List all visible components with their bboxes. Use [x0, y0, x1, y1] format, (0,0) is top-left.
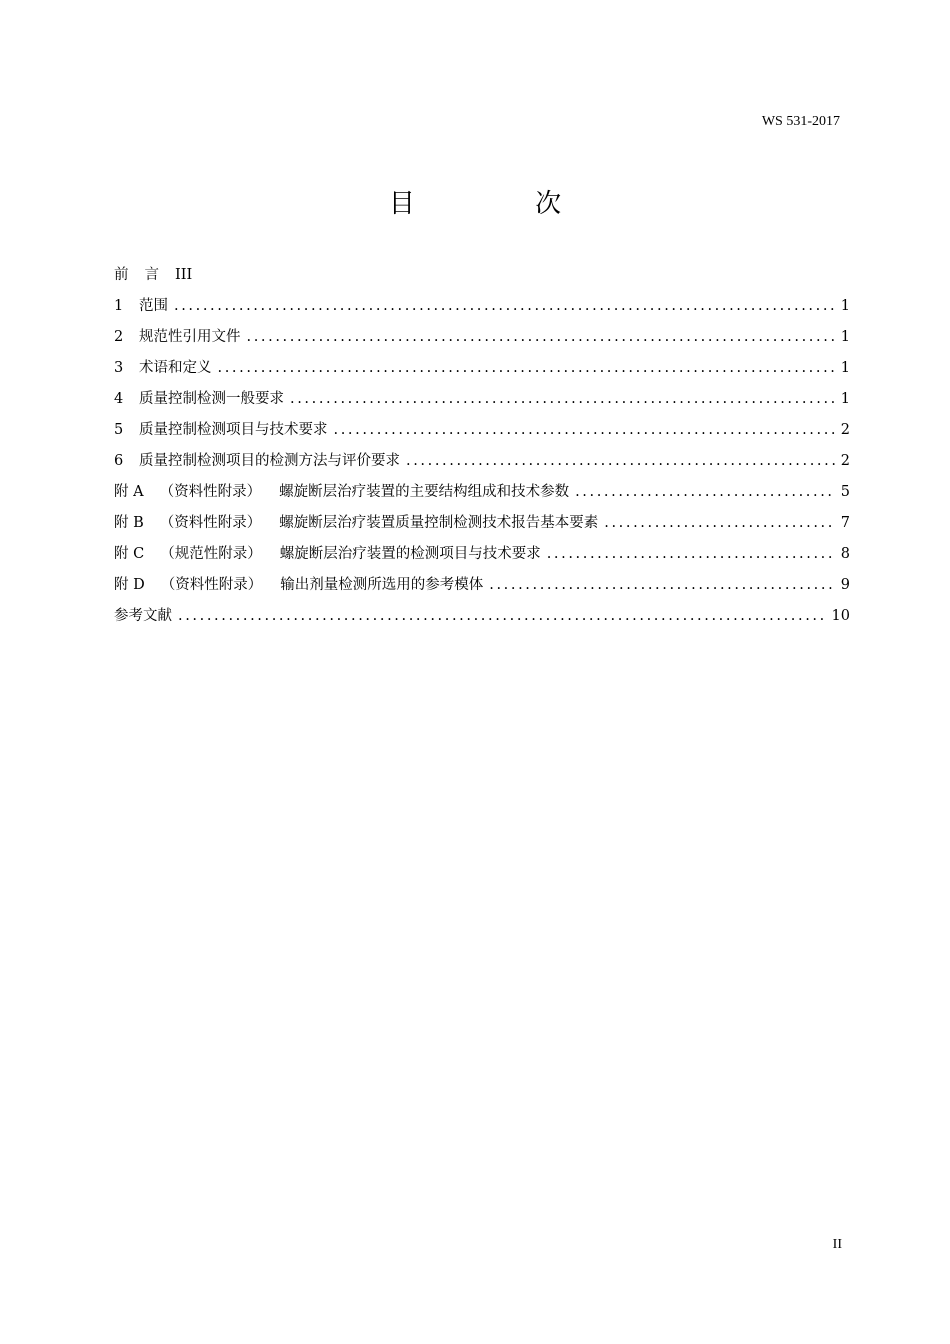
toc-entry-number: 4 [114, 391, 124, 407]
toc-entry-foreword[interactable] [114, 263, 850, 294]
toc-entry-label: 输出剂量检测所选用的参考模体 [280, 577, 484, 593]
toc-entry-appendix-a[interactable] [114, 480, 850, 511]
toc-entry-label: 质量控制检测项目与技术要求 [139, 422, 328, 438]
toc-entry-page: 10 [831, 608, 850, 624]
toc-entry-page: 7 [840, 515, 850, 531]
dot-leader [547, 546, 835, 562]
dot-leader [489, 577, 835, 593]
toc-entry-page: 2 [840, 453, 850, 469]
appendix-type: （规范性附录） [160, 546, 262, 562]
toc-entry-label: 参考文献 [114, 608, 172, 624]
toc-entry-bibliography[interactable] [114, 604, 850, 635]
toc-entry-test-methods[interactable] [114, 449, 850, 480]
dot-leader [406, 453, 835, 469]
toc-entry-label: 螺旋断层治疗装置的检测项目与技术要求 [279, 546, 541, 562]
toc-entry-label: 质量控制检测项目的检测方法与评价要求 [139, 453, 400, 469]
toc-entry-page: 1 [840, 391, 850, 407]
toc-entry-label: 螺旋断层治疗装置的主要结构组成和技术参数 [279, 484, 570, 500]
toc-entry-number: 6 [114, 453, 124, 469]
dot-leader [247, 329, 835, 345]
dot-leader [218, 360, 835, 376]
page-number: II [832, 1237, 842, 1252]
appendix-prefix: 附 B [114, 515, 144, 531]
appendix-prefix: 附 C [114, 546, 145, 562]
toc-entry-label: 术语和定义 [139, 360, 212, 376]
appendix-prefix: 附 A [114, 484, 144, 500]
dot-leader [178, 608, 826, 624]
dot-leader [604, 515, 835, 531]
toc-entry-number: 2 [114, 329, 124, 345]
toc-entry-test-items[interactable] [114, 418, 850, 449]
appendix-type: （资料性附录） [159, 515, 262, 531]
toc-entry-terms-definitions[interactable] [114, 356, 850, 387]
table-of-contents [114, 263, 850, 635]
toc-entry-label: 质量控制检测一般要求 [139, 391, 284, 407]
toc-entry-label: 范围 [139, 298, 168, 314]
toc-entry-page: 1 [840, 329, 850, 345]
toc-entry-general-requirements[interactable] [114, 387, 850, 418]
dot-leader [290, 391, 835, 407]
toc-entry-page: 9 [840, 577, 850, 593]
toc-entry-appendix-d[interactable] [114, 573, 850, 604]
appendix-type: （资料性附录） [159, 484, 262, 500]
toc-entry-number: 3 [114, 360, 124, 376]
document-code: WS 531-2017 [761, 114, 840, 129]
toc-entry-label: 规范性引用文件 [139, 329, 241, 345]
toc-entry-page: 1 [840, 298, 850, 314]
toc-entry-label: 前言 [114, 267, 175, 283]
toc-entry-appendix-b[interactable] [114, 511, 850, 542]
dot-leader [334, 422, 835, 438]
toc-entry-number: 5 [114, 422, 124, 438]
toc-entry-label: 螺旋断层治疗装置质量控制检测技术报告基本要素 [279, 515, 599, 531]
toc-entry-page: 1 [840, 360, 850, 376]
toc-entry-scope[interactable] [114, 294, 850, 325]
page-title: 目 次 [388, 189, 618, 219]
toc-entry-number: 1 [114, 298, 124, 314]
dot-leader [174, 298, 835, 314]
toc-entry-page: III [175, 267, 193, 283]
toc-entry-normative-references[interactable] [114, 325, 850, 356]
toc-entry-page: 8 [840, 546, 850, 562]
appendix-prefix: 附 D [114, 577, 145, 593]
dot-leader [575, 484, 835, 500]
toc-entry-appendix-c[interactable] [114, 542, 850, 573]
appendix-type: （资料性附录） [160, 577, 263, 593]
toc-entry-page: 2 [840, 422, 850, 438]
toc-entry-page: 5 [840, 484, 850, 500]
